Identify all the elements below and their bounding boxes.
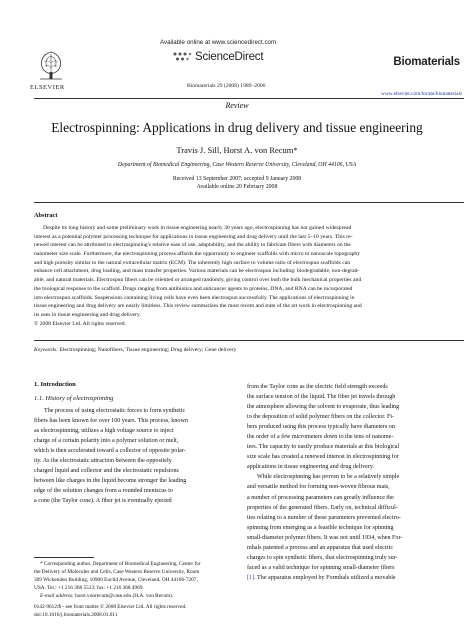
- abstract-body: [34, 224, 460, 328]
- body-line: to the deposition of solid polymer fibers on the collector. Fi-: [247, 414, 395, 421]
- body-line: faced as a valid technique for spinning small-diameter fibers: [247, 564, 395, 571]
- footnote-line: 309 Wickenden Building, 10900 Euclid Avenue, Cleveland, OH 44106-7207,: [34, 576, 198, 583]
- abstract-line: enhance cell attachment, drug loading, and mass transfer properties. Various materials can be electrospun including: biodegradable, non-degrad-: [34, 268, 360, 275]
- body-line: ters. The capacity to easily produce materials at this biological: [247, 444, 400, 451]
- email-line: [34, 593, 234, 601]
- citation-line: Biomaterials 29 (2008) 1989–2006: [187, 83, 266, 89]
- elsevier-wordmark: ELSEVIER: [30, 84, 65, 91]
- body-line: fibers has been known for over 100 years. This process, known: [34, 418, 188, 425]
- abstract-line: interest as a potential polymer processing technique for applications in tissue engineering and drug delivery until the last 5–10 years. This re-: [34, 233, 353, 240]
- body-line: which is then accelerated toward a collector of opposite polar-: [34, 448, 186, 455]
- body-line: between like charges in the liquid become stronger the leading: [34, 478, 187, 485]
- author-affiliation: Department of Biomedical Engineering, Case Western Reserve University, Cleveland, OH 44106, USA: [117, 162, 357, 168]
- sciencedirect-wordmark: ScienceDirect: [195, 51, 264, 63]
- body-line: a cone (the Taylor cone). A fiber jet is eventually ejected: [34, 498, 172, 505]
- keywords-line: [34, 347, 236, 353]
- email-label: E-mail address:: [40, 592, 74, 599]
- footnote-line: * Corresponding author. Department of Biomedical Engineering, Center for: [40, 561, 201, 567]
- citation-link[interactable]: [1]: [247, 574, 255, 581]
- abstract-line: newed interest can be attributed to electrospinning's relative ease of use, adaptability, and the ability to fabricate fibers with diameters on the: [34, 242, 351, 249]
- body-line: charges to spin synthetic fibers, that electrospinning truly sur-: [247, 554, 398, 561]
- doi-line[interactable]: doi:10.1016/j.biomaterials.2008.01.011: [34, 611, 118, 618]
- issn-doi-block: [34, 604, 186, 620]
- article-authors: Travis J. Sill, Horst A. von Recum*: [176, 145, 298, 155]
- article-title: Electrospinning: Applications in drug delivery and tissue engineering: [51, 120, 423, 135]
- email-address[interactable]: horst.vonrecum@case.edu (H.A. von Recum).: [75, 592, 174, 599]
- abstract-line: nanometer size scale. Furthermore, the electrospinning process affords the opportunity to engineer scaffolds with micro to nanoscale topography: [34, 251, 361, 258]
- body-line: spinning from emerging as a feasible technique for spinning: [247, 524, 394, 531]
- available-online-date: Available online 20 February 2008: [196, 184, 278, 190]
- body-line: size scale has created a renewed interest in electrospinning for: [247, 454, 399, 461]
- keywords-label: Keywords:: [34, 347, 59, 353]
- corresponding-author-footnote: [34, 561, 234, 601]
- sciencedirect-dots-icon: [172, 51, 192, 63]
- body-line: charged liquid and collector and the electrostatic repulsions: [34, 468, 179, 475]
- article-type: Review: [225, 101, 249, 110]
- abstract-line: into electrospun scaffolds. Suspensions containing living cells have even been electrospun successfully. The applications of electrospinning in: [34, 294, 355, 301]
- footnote-divider: [34, 557, 94, 558]
- journal-title: Biomaterials: [393, 56, 460, 68]
- body-line-with-citation: [247, 573, 465, 583]
- received-dates: Received 13 September 2007; accepted 9 January 2008: [172, 176, 302, 182]
- subsection-heading-history: 1.1. History of electrospinning: [34, 395, 114, 402]
- copyright-line: © 2008 Elsevier Ltd. All rights reserved.: [34, 320, 127, 327]
- body-line: edge of the solution changes from a rounded meniscus to: [34, 488, 173, 495]
- body-line: The process of using electrostatic forces to form synthetic: [44, 408, 186, 414]
- body-line: charge of a certain polarity into a polymer solution or melt,: [34, 438, 179, 445]
- abstract-line: Despite its long history and some preliminary work in tissue engineering nearly 30 years ago, electrospinning has not gained widespread: [43, 225, 352, 231]
- body-left-column: [34, 406, 234, 506]
- body-line: as electrospinning, utilizes a high voltage source to inject: [34, 428, 174, 435]
- journal-url-link[interactable]: www.elsevier.com/locate/biomaterials: [381, 91, 462, 97]
- available-online-text: Available online at www.sciencedirect.com: [160, 39, 277, 46]
- abstract-line: the biological response to the scaffold. Drugs ranging from antibiotics and anticancer agents to proteins, DNA, and RNA can be incorporated: [34, 285, 353, 292]
- body-line: bers produced using this process typically have diameters on: [247, 424, 395, 431]
- body-line: ties relating to a number of these parameters prevented electro-: [247, 514, 401, 521]
- body-line: the surface tension of the liquid. The fiber jet travels through: [247, 394, 396, 401]
- body-line: from the Taylor cone as the electric field strength exceeds: [247, 384, 388, 390]
- body-line: the atmosphere allowing the solvent to evaporate, thus leading: [247, 404, 400, 411]
- body-line: properties of the generated fibers. Early on, technical difficul-: [247, 504, 398, 511]
- abstract-line: and high porosity similar to the natural extracellular matrix (ECM). The inherently high surface to volume ratio of electrospun scaffolds can: [34, 259, 351, 266]
- sciencedirect-logo: [172, 51, 263, 63]
- body-right-column: [247, 382, 465, 583]
- issn-line: 0142-9612/$ - see front matter © 2008 Elsevier Ltd. All rights reserved.: [34, 604, 187, 610]
- header-divider: [34, 98, 464, 99]
- elsevier-tree-logo: [34, 48, 68, 82]
- body-line: and versatile method for forming non-woven fibrous mats,: [247, 484, 390, 491]
- abstract-top-divider: [34, 202, 464, 203]
- abstract-line: able, and natural materials. Electrospun fibers can be oriented or arranged randomly, giving control over both the bulk mechanical properties and: [34, 277, 362, 284]
- abstract-line: tissue engineering and drug delivery are nearly limitless. This review summarizes the most recent and state of the art work in electrospinning and: [34, 303, 362, 310]
- abstract-heading: Abstract: [34, 212, 58, 219]
- footnote-line: USA. Tel.: +1 216 368 5513; fax: +1 216 368 4969.: [34, 584, 144, 591]
- body-line: the order of a few micrometers down to the tens of nanome-: [247, 434, 394, 441]
- abstract-line: its uses in tissue engineering and drug delivery.: [34, 311, 141, 318]
- body-line: While electrospinning has proven to be a relatively simple: [257, 474, 400, 481]
- body-line: small-diameter polymer fibers. It was not until 1934, when For-: [247, 534, 403, 541]
- body-line: applications in tissue engineering and drug delivery.: [247, 464, 375, 471]
- body-line: ity. As the electrostatic attraction between the oppositely: [34, 458, 172, 465]
- section-heading-introduction: 1. Introduction: [34, 381, 76, 388]
- abstract-bottom-divider: [34, 340, 464, 341]
- body-line: a number of processing parameters can greatly influence the: [247, 494, 394, 501]
- footnote-line: the Delivery of Molecules and Cells, Case Western Reserve University, Room: [34, 568, 200, 575]
- keywords-list: Electrospinning; Nanofibers; Tissue engineering; Drug delivery; Gene delivery: [59, 347, 237, 353]
- body-line-rest: . The apparatus employed by Formhals utilized a movable: [254, 574, 396, 581]
- body-line: mhals patented a process and an apparatus that used electric: [247, 544, 394, 551]
